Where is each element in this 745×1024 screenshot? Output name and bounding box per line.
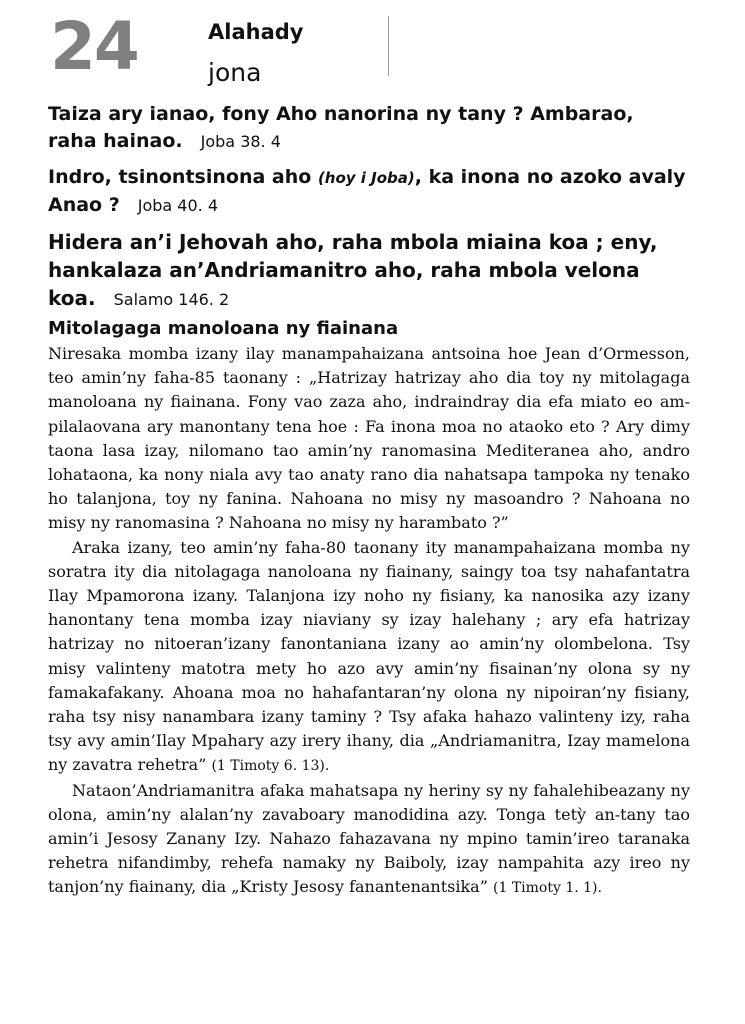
verse-1 xyxy=(48,101,688,155)
article-paragraph-3 xyxy=(48,779,690,901)
verse-3-reference: Salamo 146. 2 xyxy=(113,290,230,309)
paragraph-3-text: Nataon’Andriamanitra afaka mahatsapa ny heriny sy ny fahalehibeazany ny olona, amin’ny alalan’ny zavaboary manodidina azy. Tonga tetỳ an-tany tao amin’i Jesosy Zanany Izy. Nahazo fahazavana ny mpino tamin’ireo taranaka rehetra nifandimby, rehefa namaky ny Baiboly, izay nampahita azy ireo ny tanjon’ny fiainany, dia „Kristy Jesosy fanantenantsika” xyxy=(48,780,690,897)
verse-2 xyxy=(48,164,688,219)
verse-3 xyxy=(48,228,688,314)
verse-2-text-before: Indro, tsinontsinona aho xyxy=(48,166,318,188)
month-label: jona xyxy=(208,58,262,87)
verse-1-reference: Joba 38. 4 xyxy=(200,132,281,151)
article-body xyxy=(48,342,690,901)
paragraph-1-text: Niresaka momba izany ilay manampahaizana antsoina hoe Jean d’Ormesson, teo amin’ny faha-85 taonany : „Hatrizay hatrizay aho dia toy ny mitolagaga manoloana ny fiainana. Fony vao zaza aho, indraindray dia efa miato eo am-pilalaovana ary manontany tena hoe : Fa inona moa no ataoko eto ? Ary dimy taona lasa izay, nilomano tao amin’ny ranomasina Mediteranea aho, andro lohataona, ka nony niala avy tao anaty rano dia nahatsapa tampoka ny tenako ho talanjona, toy ny fanina. Nahoana no misy ny masoandro ? Nahoana no misy ny ranomasina ? Nahoana no misy ny harambato ?” xyxy=(48,344,690,533)
header-divider xyxy=(388,16,389,76)
paragraph-2-citation: (1 Timoty 6. 13). xyxy=(211,758,330,775)
verse-2-text-after: , ka inona no azoko avaly Anao ? xyxy=(48,166,686,216)
verse-2-reference: Joba 40. 4 xyxy=(137,196,219,215)
paragraph-3-citation: (1 Timoty 1. 1). xyxy=(493,880,602,897)
paragraph-2-text: Araka izany, teo amin’ny faha-80 taonany ity manampahaizana momba ny soratra ity dia nitolagaga nanoloana ny fiainany, saingy toa tsy nahafantatra Ilay Mpamorona izany. Talanjona izy noho ny fisiany, ka nanosika azy izany hanontany tena momba izay niaviany sy izay halehany ; ary efa hatrizay hatrizay no nitoeran’izany fanontaniana izany ao amin’ny olombelona. Tsy misy valinteny matotra mety ho azo avy amin’ny fisainan’ny olona sy ny famakafakany. Ahoana moa no hahafantaran’ny olona ny nipoiran’ny fisiany, raha tsy nisy nanambara izany taminy ? Tsy afaka hahazo valinteny izy, raha tsy avy amin’Ilay Mpahary azy irery ihany, dia „Andriamanitra, Izay mamelona ny zavatra rehetra” xyxy=(48,537,690,775)
verse-2-insert: (hoy i Joba) xyxy=(317,169,415,187)
article-paragraph-2 xyxy=(48,536,690,779)
verse-3-text: Hidera an’i Jehovah aho, raha mbola miaina koa ; eny, hankalaza an’Andriamanitro aho, raha mbola velona koa. xyxy=(48,230,658,310)
weekday-label: Alahady xyxy=(208,20,304,44)
verse-1-text: Taiza ary ianao, fony Aho nanorina ny tany ? Ambarao, raha hainao. xyxy=(48,103,634,152)
day-number: 24 xyxy=(50,8,138,85)
article-paragraph-1 xyxy=(48,342,690,536)
article-title: Mitolagaga manoloana ny fiainana xyxy=(48,318,399,339)
